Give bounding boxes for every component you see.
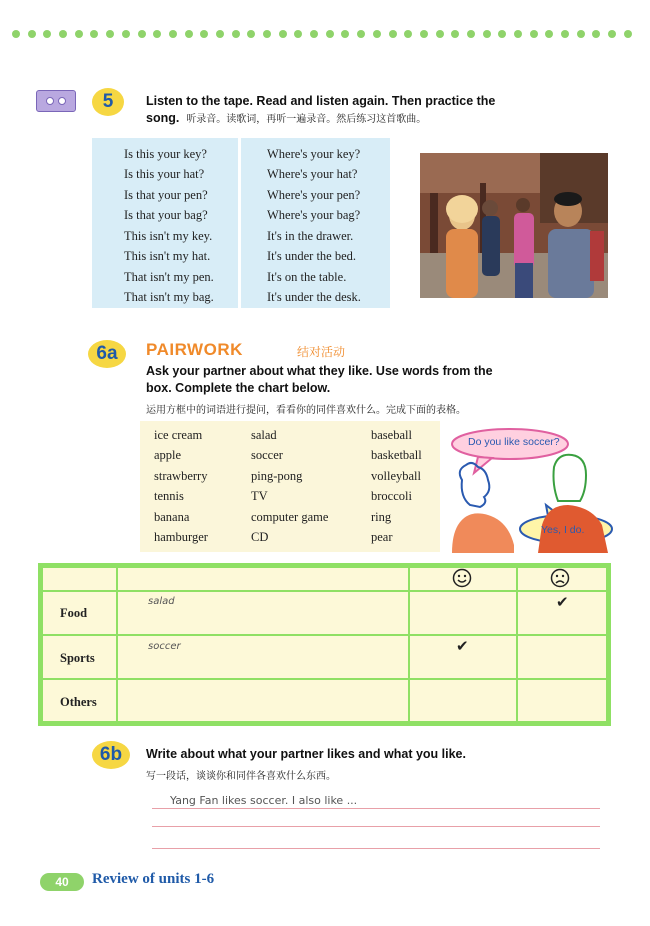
section-6b-badge: 6b (92, 741, 130, 769)
top-dot-border (12, 30, 632, 40)
song-line-right: Where's your pen? (267, 188, 361, 202)
section-6a-instruction (146, 363, 616, 397)
song-lyrics-box (92, 138, 390, 308)
section-6a-badge: 6a (88, 340, 126, 368)
song-line-left: Is that your bag? (124, 208, 208, 222)
song-line-right: Where's your bag? (267, 208, 361, 222)
likes-chart (38, 563, 611, 726)
chart-entry-sports: soccer (148, 641, 181, 652)
speech-bubble-answer: Yes, I do. (541, 524, 585, 536)
section-6b-instruction-cn: 写一段话，谈谈你和同伴各喜欢什么东西。 (146, 771, 336, 782)
word-item: computer game (251, 510, 329, 524)
word-item: tennis (154, 489, 184, 503)
section-5-instruction (146, 93, 616, 128)
word-item: strawberry (154, 469, 208, 483)
writing-line (152, 826, 600, 827)
word-item: broccoli (371, 489, 412, 503)
word-item: CD (251, 530, 269, 544)
word-item: banana (154, 510, 190, 524)
section-6a-instruction-line2: box. Complete the chart below. (146, 381, 331, 395)
section-5-instruction-cn: 听录音。读歌词，再听一遍录音。然后练习这首歌曲。 (186, 114, 427, 125)
checkmark-icon: ✔ (456, 637, 469, 655)
checkmark-icon: ✔ (556, 593, 569, 611)
word-item: soccer (251, 448, 283, 462)
song-line-left: This isn't my hat. (124, 249, 211, 263)
song-line-left: That isn't my bag. (124, 290, 214, 304)
song-line-right: Where's your key? (267, 147, 361, 161)
song-line-right: Where's your hat? (267, 167, 358, 181)
section-5-instruction-line1: Listen to the tape. Read and listen again. Then practice the (146, 94, 496, 108)
section-6a-instruction-line1: Ask your partner about what they like. Use words from the (146, 364, 493, 378)
song-line-right: It's under the desk. (267, 290, 361, 304)
section-5-instruction-line2: song. (146, 111, 180, 125)
word-item: TV (251, 489, 268, 503)
students-photo (420, 153, 608, 298)
writing-line (152, 848, 600, 849)
section-6a-instruction-cn: 运用方框中的词语进行提问，看看你的同伴喜欢什么。完成下面的表格。 (146, 405, 466, 416)
word-item: ping-pong (251, 469, 303, 483)
chart-row-label-others: Others (60, 695, 97, 709)
word-item: hamburger (154, 530, 208, 544)
chart-row-label-sports: Sports (60, 651, 95, 665)
song-line-left: Is this your hat? (124, 167, 205, 181)
pairwork-title-cn: 结对活动 (297, 345, 346, 359)
word-item: salad (251, 428, 277, 442)
song-line-left: That isn't my pen. (124, 270, 214, 284)
song-line-right: It's under the bed. (267, 249, 357, 263)
word-item: ice cream (154, 428, 203, 442)
song-line-left: Is this your key? (124, 147, 207, 161)
section-5-badge: 5 (92, 88, 124, 116)
song-line-right: It's in the drawer. (267, 229, 354, 243)
word-item: apple (154, 448, 182, 462)
word-item: basketball (371, 448, 422, 462)
footer-title: Review of units 1-6 (92, 871, 215, 887)
chart-row-label-food: Food (60, 606, 88, 620)
word-item: volleyball (371, 469, 421, 483)
word-item: ring (371, 510, 392, 524)
word-item: pear (371, 530, 393, 544)
cassette-icon (36, 90, 76, 112)
song-line-left: This isn't my key. (124, 229, 213, 243)
chart-entry-food: salad (148, 596, 175, 607)
writing-line (152, 808, 600, 809)
sad-face-icon (550, 568, 570, 588)
writing-example: Yang Fan likes soccer. I also like ... (170, 794, 358, 807)
section-6b-instruction: Write about what your partner likes and what you like. (146, 747, 466, 761)
page-number: 40 (40, 873, 84, 891)
pairwork-title: PAIRWORK (146, 340, 243, 359)
song-line-left: Is that your pen? (124, 188, 208, 202)
speech-bubble-question: Do you like soccer? (468, 436, 560, 448)
song-line-right: It's on the table. (267, 270, 347, 284)
smiley-face-icon (452, 568, 472, 588)
word-box (140, 421, 440, 552)
word-item: baseball (371, 428, 412, 442)
